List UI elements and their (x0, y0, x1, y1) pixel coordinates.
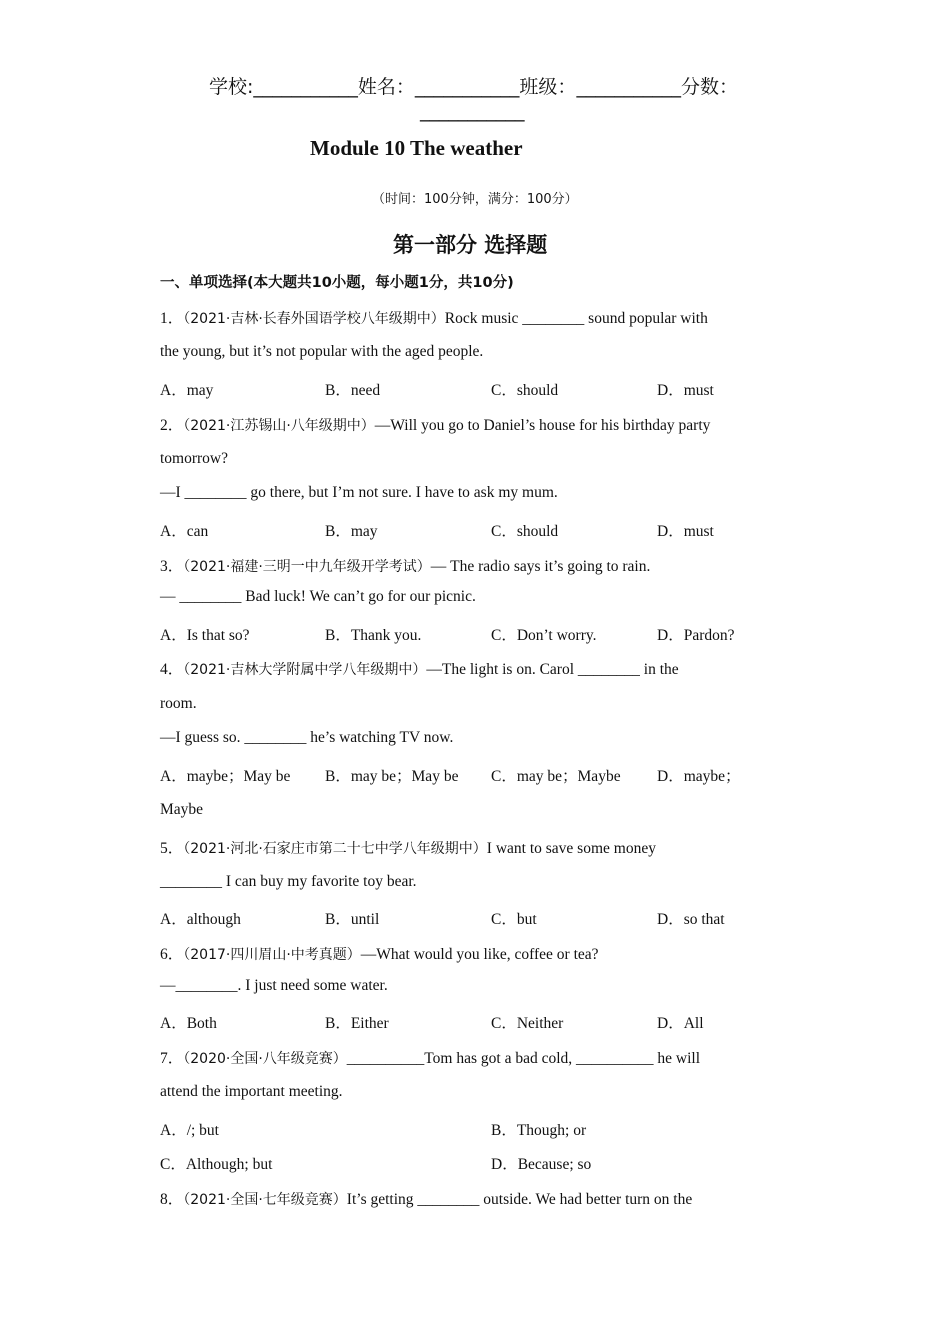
option-a: A．Is that so? (160, 627, 250, 644)
question-text: — The radio says it’s going to rain. (430, 558, 651, 575)
question-text: ________ I can buy my favorite toy bear. (160, 873, 417, 890)
question-6 (160, 942, 599, 964)
option-b: B．may be；May be (325, 768, 459, 785)
question-source: （2020·全国·八年级竞赛） (183, 1051, 347, 1067)
option-b: B．need (325, 382, 381, 399)
option-a: A．can (160, 523, 209, 540)
question-number: 8． (160, 1191, 184, 1208)
question-5 (160, 836, 656, 858)
question-number: 7． (160, 1050, 184, 1067)
option-b: B．may (325, 523, 378, 540)
question-text: —I guess so. ________ he’s watching TV now. (160, 729, 454, 746)
question-text: — ________ Bad luck! We can’t go for our picnic. (160, 588, 476, 605)
question-number: 3． (160, 558, 184, 575)
question-3 (160, 554, 650, 576)
question-text: —Will you go to Daniel’s house for his birthday party (374, 417, 711, 434)
option-d: D．Pardon? (657, 627, 735, 644)
question-text: tomorrow? (160, 450, 229, 467)
option-b: B．Either (325, 1015, 389, 1032)
option-a: A．may (160, 382, 214, 399)
question-text: I want to save some money (486, 840, 656, 857)
question-text: —________. I just need some water. (160, 977, 388, 994)
subtitle: （时间：100分钟，满分：100分） (372, 192, 578, 207)
section-title: 一、单项选择(本大题共10小题，每小题1分，共10分) (160, 275, 514, 291)
question-number: 2． (160, 417, 184, 434)
option-b: B．Thank you. (325, 627, 422, 644)
question-source: （2021·全国·七年级竞赛） (183, 1192, 347, 1208)
option-c: C．Neither (491, 1015, 564, 1032)
question-7 (160, 1046, 700, 1068)
question-text: the young, but it’s not popular with the aged people. (160, 343, 484, 360)
question-text: —What would you like, coffee or tea? (360, 946, 599, 963)
option-d: D．Because; so (491, 1156, 592, 1173)
question-number: 6． (160, 946, 184, 963)
question-text: —I ________ go there, but I’m not sure. I have to ask my mum. (160, 484, 558, 501)
info-line (209, 72, 738, 99)
page-title: Module 10 The weather (310, 136, 523, 160)
question-2 (160, 413, 710, 435)
question-text: __________Tom has got a bad cold, __________ he will (346, 1050, 701, 1067)
question-source: （2017·四川眉山·中考真题） (183, 947, 361, 963)
question-source: （2021·江苏锡山·八年级期中） (183, 418, 375, 434)
school-label: 学校: (209, 76, 254, 98)
question-source: （2021·福建·三明一中九年级开学考试） (183, 559, 431, 575)
name-label: 姓名： (357, 76, 415, 98)
option-c: C．but (491, 911, 537, 928)
option-c: C．should (491, 382, 559, 399)
option-d-wrap: Maybe (160, 801, 204, 818)
name-blank: ___________ (414, 76, 520, 98)
option-c: C．Although; but (160, 1156, 273, 1173)
option-d: D．must (657, 523, 714, 540)
class-label: 班级： (519, 76, 577, 98)
class-blank: ___________ (576, 76, 681, 98)
question-text: Rock music ________ sound popular with (444, 310, 708, 327)
option-c: C．may be；Maybe (491, 768, 621, 785)
score-blank: ___________ (420, 100, 525, 122)
option-b: B．until (325, 911, 380, 928)
question-4 (160, 657, 679, 679)
question-source: （2021·河北·石家庄市第二十七中学八年级期中） (183, 841, 487, 857)
question-text: room. (160, 695, 197, 712)
question-text: It’s getting ________ outside. We had better turn on the (346, 1191, 693, 1208)
option-b: B．Though; or (491, 1122, 587, 1139)
option-d: D．All (657, 1015, 704, 1032)
option-c: C．should (491, 523, 559, 540)
option-d: D．maybe； (657, 768, 741, 785)
option-a: A．maybe；May be (160, 768, 291, 785)
option-a: A．/; but (160, 1122, 219, 1139)
question-source: （2021·吉林·长春外国语学校八年级期中） (183, 311, 445, 327)
school-blank: ___________ (253, 76, 358, 98)
question-1 (160, 306, 708, 328)
question-text: attend the important meeting. (160, 1083, 343, 1100)
part-title: 第一部分 选择题 (393, 233, 548, 257)
option-d: D．must (657, 382, 714, 399)
score-label: 分数： (680, 76, 738, 98)
option-c: C．Don’t worry. (491, 627, 597, 644)
question-source: （2021·吉林大学附属中学八年级期中） (183, 662, 427, 678)
question-number: 4． (160, 661, 184, 678)
question-number: 1． (160, 310, 184, 327)
option-d: D．so that (657, 911, 725, 928)
option-a: A．Both (160, 1015, 217, 1032)
option-a: A．although (160, 911, 241, 928)
question-8 (160, 1187, 692, 1209)
question-number: 5． (160, 840, 184, 857)
question-text: —The light is on. Carol ________ in the (426, 661, 679, 678)
